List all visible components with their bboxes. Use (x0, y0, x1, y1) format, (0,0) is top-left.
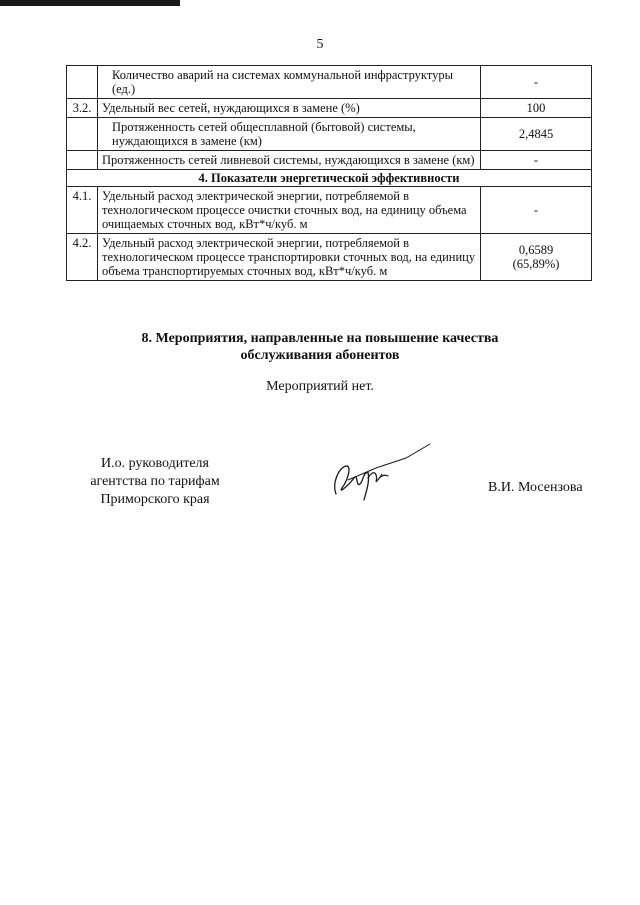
row-value: - (481, 66, 592, 99)
signer-title-line3: Приморского края (100, 492, 210, 507)
table-row (67, 66, 592, 99)
handwritten-signature (318, 438, 438, 510)
row-value: - (481, 187, 592, 234)
row-label: Количество аварий на системах коммунальной инфраструктуры (ед.) (98, 66, 481, 99)
row-value: 100 (481, 99, 592, 118)
row-value: - (481, 151, 592, 170)
signer-title (70, 455, 240, 509)
signer-name: В.И. Мосензова (488, 480, 583, 495)
table-row (67, 151, 592, 170)
table-row (67, 99, 592, 118)
section-8-title-line1: 8. Мероприятия, направленные на повышение качества (141, 331, 499, 346)
row-label: Протяженность сетей ливневой системы, нуждающихся в замене (км) (98, 151, 481, 170)
section-header-row (67, 170, 592, 187)
row-label: Удельный расход электрической энергии, потребляемой в технологическом процессе транспортировки сточных вод, на единицу объема транспортируемых сточных вод, кВт*ч/куб. м (98, 234, 481, 281)
row-number: 4.2. (67, 234, 98, 281)
row-label: Протяженность сетей общесплавной (бытовой) системы, нуждающихся в замене (км) (98, 118, 481, 151)
section-8-text: Мероприятий нет. (266, 379, 374, 394)
row-number: 3.2. (67, 99, 98, 118)
table-row (67, 187, 592, 234)
row-number (67, 118, 98, 151)
row-value (481, 234, 592, 281)
scan-edge-mark (0, 0, 180, 6)
row-value-main: 0,6589 (518, 243, 554, 257)
row-number (67, 151, 98, 170)
signer-title-line1: И.о. руководителя (100, 456, 209, 471)
page-number: 5 (316, 37, 324, 52)
row-value: 2,4845 (481, 118, 592, 151)
signer-title-line2: агентства по тарифам (90, 474, 220, 489)
section-8-title-line2: обслуживания абонентов (240, 348, 400, 363)
table-row (67, 234, 592, 281)
section-header: 4. Показатели энергетической эффективности (67, 170, 592, 187)
row-number (67, 66, 98, 99)
row-label: Удельный вес сетей, нуждающихся в замене (%) (98, 99, 481, 118)
row-value-percent: (65,89%) (512, 257, 560, 271)
row-number: 4.1. (67, 187, 98, 234)
row-label: Удельный расход электрической энергии, потребляемой в технологическом процессе очистки сточных вод, на единицу объема очищаемых сточных вод, кВт*ч/куб. м (98, 187, 481, 234)
table-row (67, 118, 592, 151)
section-8-title (0, 330, 640, 364)
indicators-table (66, 65, 592, 281)
